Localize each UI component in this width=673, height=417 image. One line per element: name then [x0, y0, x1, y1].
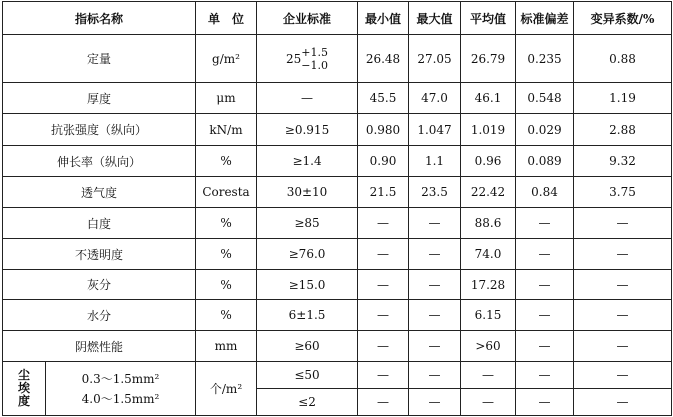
row-standard: ≥15.0: [257, 270, 358, 300]
row-name: 水分: [3, 300, 196, 331]
table-row: [3, 146, 672, 177]
header-std-dev: 标准偏差: [516, 2, 574, 35]
dust-min-1: —: [358, 362, 409, 389]
row-name: 白度: [3, 208, 196, 239]
row-cv: 0.88: [574, 35, 672, 83]
indicator-table: [2, 1, 672, 416]
header-unit: 单 位: [196, 2, 257, 35]
dust-label-char: 尘: [17, 368, 30, 382]
row-max: 1.047: [409, 114, 461, 146]
table-row: [3, 270, 672, 300]
row-unit: %: [196, 208, 257, 239]
row-avg: 88.6: [461, 208, 516, 239]
dust-standard-2: ≤2: [257, 389, 358, 416]
dust-avg-1: —: [461, 362, 516, 389]
dust-sd-1: —: [516, 362, 574, 389]
row-sd: —: [516, 270, 574, 300]
row-max: 47.0: [409, 83, 461, 114]
row-min: —: [358, 270, 409, 300]
dust-row-1: [3, 362, 672, 389]
table-row: [3, 300, 672, 331]
row-name: 厚度: [3, 83, 196, 114]
dust-min-2: —: [358, 389, 409, 416]
row-avg: 17.28: [461, 270, 516, 300]
dust-max-2: —: [409, 389, 461, 416]
row-cv: —: [574, 208, 672, 239]
row-min: —: [358, 208, 409, 239]
header-min: 最小值: [358, 2, 409, 35]
row-min: 0.980: [358, 114, 409, 146]
row-sd: —: [516, 300, 574, 331]
row-standard: —: [257, 83, 358, 114]
dust-avg-2: —: [461, 389, 516, 416]
table-row: [3, 177, 672, 208]
row-avg: 0.96: [461, 146, 516, 177]
row-max: —: [409, 331, 461, 362]
row-unit: μm: [196, 83, 257, 114]
dust-label-char: 埃: [17, 381, 30, 395]
row-sd: 0.84: [516, 177, 574, 208]
table-row: [3, 208, 672, 239]
header-indicator-name: 指标名称: [3, 2, 196, 35]
dust-cv-2: —: [574, 389, 672, 416]
row-cv: —: [574, 331, 672, 362]
table-row: [3, 83, 672, 114]
row-max: —: [409, 270, 461, 300]
row-cv: 2.88: [574, 114, 672, 146]
row-max: 23.5: [409, 177, 461, 208]
header-cv: 变异系数/%: [574, 2, 672, 35]
row-min: —: [358, 239, 409, 270]
row-name: 灰分: [3, 270, 196, 300]
header-row: [3, 2, 672, 35]
row-unit: %: [196, 239, 257, 270]
table-row: [3, 331, 672, 362]
row-unit: mm: [196, 331, 257, 362]
row-avg: 74.0: [461, 239, 516, 270]
row-max: 1.1: [409, 146, 461, 177]
row-max: —: [409, 208, 461, 239]
row-sd: 0.548: [516, 83, 574, 114]
std-minus-tolerance: −1.0: [301, 58, 329, 72]
row-avg: 26.79: [461, 35, 516, 83]
dust-spec-1: 0.3～1.5mm²: [81, 371, 160, 386]
row-unit: %: [196, 300, 257, 331]
row-sd: 0.029: [516, 114, 574, 146]
row-sd: —: [516, 208, 574, 239]
dust-label: [3, 362, 46, 416]
row-standard: ≥1.4: [257, 146, 358, 177]
row-name: 不透明度: [3, 239, 196, 270]
dust-standard-1: ≤50: [257, 362, 358, 389]
row-standard: ≥60: [257, 331, 358, 362]
row-name: 抗张强度（纵向）: [3, 114, 196, 146]
row-avg: 6.15: [461, 300, 516, 331]
row-unit: %: [196, 146, 257, 177]
row-sd: 0.235: [516, 35, 574, 83]
dust-label-char: 度: [17, 394, 30, 408]
row-cv: 1.19: [574, 83, 672, 114]
row-sd: —: [516, 239, 574, 270]
row-avg: 1.019: [461, 114, 516, 146]
row-unit: g/m²: [196, 35, 257, 83]
row-avg: 46.1: [461, 83, 516, 114]
row-name: 透气度: [3, 177, 196, 208]
row-cv: 3.75: [574, 177, 672, 208]
row-cv: 9.32: [574, 146, 672, 177]
row-sd: —: [516, 331, 574, 362]
row-standard: 30±10: [257, 177, 358, 208]
row-avg: >60: [461, 331, 516, 362]
dust-sd-2: —: [516, 389, 574, 416]
header-average: 平均值: [461, 2, 516, 35]
row-min: —: [358, 331, 409, 362]
std-plus-tolerance: +1.5: [301, 45, 329, 59]
row-avg: 22.42: [461, 177, 516, 208]
dust-spec-2: 4.0～1.5mm²: [81, 391, 160, 406]
dust-max-1: —: [409, 362, 461, 389]
dust-specs: [46, 362, 196, 416]
row-min: 45.5: [358, 83, 409, 114]
row-standard: 6±1.5: [257, 300, 358, 331]
row-max: 27.05: [409, 35, 461, 83]
table-row: [3, 35, 672, 83]
row-name: 伸长率（纵向）: [3, 146, 196, 177]
row-name: 阴燃性能: [3, 331, 196, 362]
row-cv: —: [574, 270, 672, 300]
row-standard: ≥0.915: [257, 114, 358, 146]
row-standard: ≥76.0: [257, 239, 358, 270]
table-row: [3, 114, 672, 146]
table-row: [3, 239, 672, 270]
row-name: 定量: [3, 35, 196, 83]
dust-unit: 个/m²: [196, 362, 257, 416]
std-base: 25: [286, 51, 302, 66]
row-standard: ≥85: [257, 208, 358, 239]
row-min: 0.90: [358, 146, 409, 177]
row-sd: 0.089: [516, 146, 574, 177]
row-unit: Coresta: [196, 177, 257, 208]
row-min: —: [358, 300, 409, 331]
header-enterprise-standard: 企业标准: [257, 2, 358, 35]
dust-cv-1: —: [574, 362, 672, 389]
row-min: 21.5: [358, 177, 409, 208]
row-max: —: [409, 300, 461, 331]
row-max: —: [409, 239, 461, 270]
row-standard: [257, 35, 358, 83]
row-min: 26.48: [358, 35, 409, 83]
row-unit: kN/m: [196, 114, 257, 146]
row-unit: %: [196, 270, 257, 300]
header-max: 最大值: [409, 2, 461, 35]
row-cv: —: [574, 239, 672, 270]
row-cv: —: [574, 300, 672, 331]
